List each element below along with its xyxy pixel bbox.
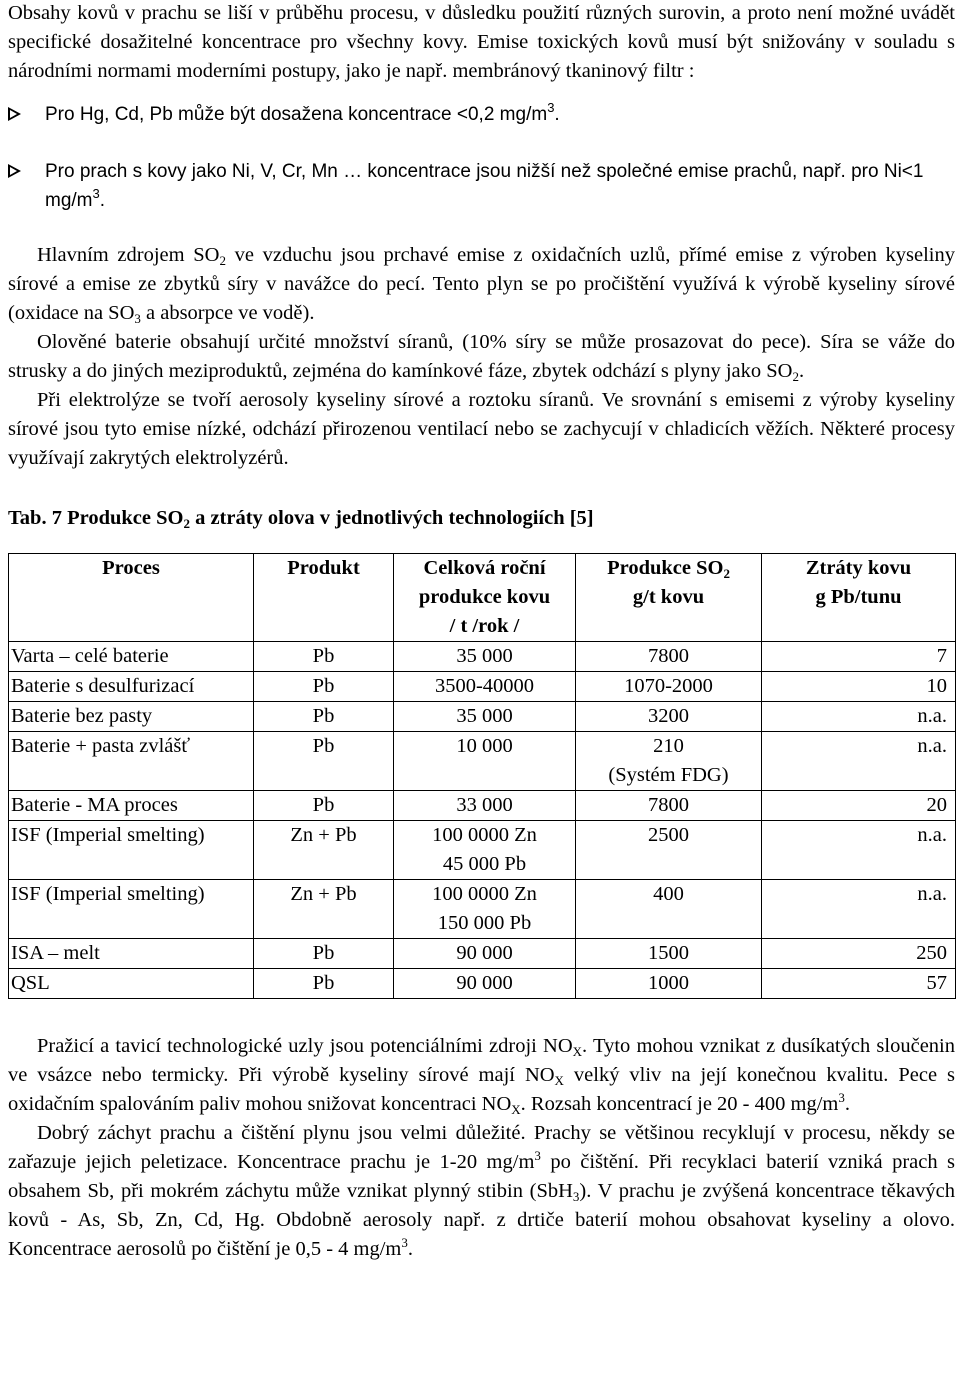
table-row: Varta – celé baterie Pb 35 000 7800 7: [9, 642, 956, 672]
table-row: ISA – melt Pb 90 000 1500 250: [9, 939, 956, 969]
so2-paragraph: Hlavním zdrojem $SO_2$ ve vzduchu jsou prchavé emise z oxidačních uzlů, přímé emise z výroben kyseliny sírové a emise ze zbytků síry v navážce do pecí. Tento plyn se po pročištění využívá k výrobě kyseliny sírové (oxidace na $SO_3$ a absorpce ve vodě).: [8, 244, 955, 326]
intro-paragraph: Obsahy kovů v prachu se liší v průběhu procesu, v důsledku použití různých surovin, a proto není možné uvádět specifické dosažitelné koncentrace pro všechny kovy. Emise toxických kovů musí být snižovány v souladu s národními normami moderními postupy, jako je např. membránový tkaninový filtr :: [8, 2, 955, 82]
table-row: Baterie + pasta zvlášť Pb 10 000 210 (Systém FDG) n.a.: [9, 732, 956, 791]
table-row: Baterie s desulfurizací Pb 3500-40000 1070-2000 10: [9, 672, 956, 702]
arrowhead-bullet-icon: [8, 164, 21, 178]
batteries-paragraph: Olověné baterie obsahují určité množství síranů, (10% síry se může prosazovat do pece). Síra se váže do strusky a do jiných meziproduktů, zejména do kamínkové fáze, zbytek odchází s plyny jako $SO_2$.: [8, 331, 955, 384]
table-header-row: [9, 554, 956, 642]
dust-paragraph: Dobrý záchyt prachu a čištění plynu jsou velmi důležité. Prachy se většinou recyklují v procesu, někdy se zařazuje jejich peletizace. Koncentrace prachu je 1-20 $mg/m^3$ po čištění. Při recyklaci baterií vzniká prach s obsahem Sb, při mokrém záchytu může vznikat plynný stibin (SbH$_3$). V prachu je zvýšená koncentrace těkavých kovů - As, Sb, Zn, Cd, Hg. Obdobně aerosoly např. z drtiče baterií mohou obsahovat kyseliny a olovo. Koncentrace aerosolů po čištění je 0,5 - 4 $mg/m^3$.: [8, 1122, 955, 1260]
table-caption: Tab. 7 Produkce $SO_2$ a ztráty olova v jednotlivých technologiích [5]: [8, 507, 594, 531]
header-produkt: Produkt: [254, 554, 394, 642]
nox-paragraph: Pražicí a tavicí technologické uzly jsou potenciálními zdroji $NO_X$. Tyto mohou vznikat z dusíkatých sloučenin ve vsázce nebo termicky. Při výrobě kyseliny sírové mají $NO_X$ velký vliv na její konečnou kvalitu. Pece s oxidačním spalováním paliv mohou snižovat koncentraci $NO_X$. Rozsah koncentrací je 20 - 400 $mg/m^3$.: [8, 1035, 955, 1117]
table-row: Baterie bez pasty Pb 35 000 3200 n.a.: [9, 702, 956, 732]
limits-list: [8, 100, 955, 215]
document-page: [8, 0, 955, 1264]
header-celkova-produkce: Celková roční produkce kovu / t /rok /: [394, 554, 576, 642]
table-row: QSL Pb 90 000 1000 57: [9, 969, 956, 999]
table-row: ISF (Imperial smelting) Zn + Pb 100 0000 Zn 45 000 Pb 2500 n.a.: [9, 821, 956, 880]
list-item: Pro prach s kovy jako Ni, V, Cr, Mn … koncentrace jsou nižší než společné emise prachů, např. pro Ni<1 $mg/m^3$.: [8, 157, 955, 215]
table-row: ISF (Imperial smelting) Zn + Pb 100 0000 Zn 150 000 Pb 400 n.a.: [9, 880, 956, 939]
table-row: Baterie - MA proces Pb 33 000 7800 20: [9, 791, 956, 821]
electrolysis-paragraph: Při elektrolýze se tvoří aerosoly kyseliny sírové a roztoku síranů. Ve srovnání s emisemi z výroby kyseliny sírové jsou tyto emise nízké, odchází přirozenou ventilací nebo se zachycují v chladicích věžích. Některé procesy využívají zakrytých elektrolyzérů.: [8, 389, 955, 469]
arrowhead-bullet-icon: [8, 107, 21, 121]
list-item: Pro Hg, Cd, Pb může být dosažena koncentrace <0,2 $mg/m^3$.: [8, 100, 955, 129]
so2-production-table: [8, 553, 956, 999]
header-produkce-so2: Produkce $SO_2$ g/t kovu: [576, 554, 762, 642]
header-proces: Proces: [9, 554, 254, 642]
header-ztraty-kovu: Ztráty kovu g Pb/tunu: [762, 554, 956, 642]
